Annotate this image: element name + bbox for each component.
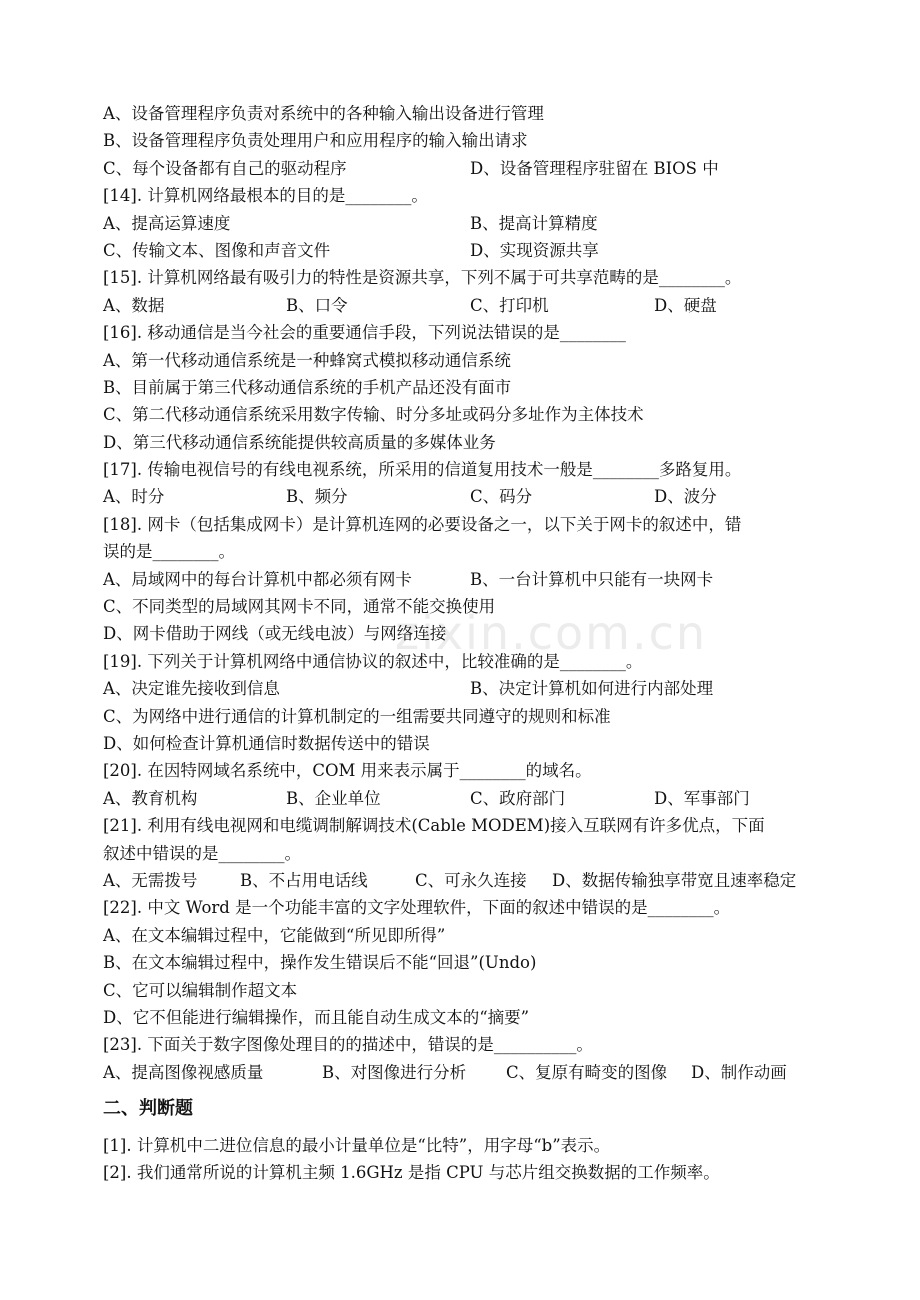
q14-option-b: B、提高计算精度 bbox=[470, 213, 598, 233]
q20-stem: [20]. 在因特网域名系统中，COM 用来表示属于________的域名。 bbox=[103, 761, 592, 781]
q17-option-a: A、时分 bbox=[103, 487, 165, 507]
exam-page bbox=[103, 100, 828, 1187]
q14-option-c: C、传输文本、图像和声音文件 bbox=[103, 240, 331, 260]
q23-option-a: A、提高图像视感质量 bbox=[103, 1062, 264, 1082]
q23-option-c: C、复原有畸变的图像 bbox=[506, 1062, 668, 1082]
q23-options bbox=[103, 1059, 828, 1086]
q14-stem: [14]. 计算机网络最根本的目的是________。 bbox=[103, 186, 428, 206]
q22-option-a: A、在文本编辑过程中，它能做到“所见即所得” bbox=[103, 925, 446, 945]
q18-option-a: A、局域网中的每台计算机中都必须有网卡 bbox=[103, 569, 412, 589]
q20-option-b: B、企业单位 bbox=[286, 788, 381, 808]
q18-option-b: B、一台计算机中只能有一块网卡 bbox=[470, 569, 714, 589]
q15-option-a: A、数据 bbox=[103, 295, 165, 315]
q14-options-ab bbox=[103, 210, 828, 237]
q21-stem-line2: 叙述中错误的是________。 bbox=[103, 843, 301, 863]
q23-option-b: B、对图像进行分析 bbox=[322, 1062, 467, 1082]
q17-option-c: C、码分 bbox=[470, 487, 533, 507]
q20-options bbox=[103, 785, 828, 812]
q19-option-b: B、决定计算机如何进行内部处理 bbox=[470, 679, 714, 699]
q21-options bbox=[103, 867, 828, 894]
q14-option-a: A、提高运算速度 bbox=[103, 213, 231, 233]
q13-option-c: C、每个设备都有自己的驱动程序 bbox=[103, 158, 347, 178]
q19-stem: [19]. 下列关于计算机网络中通信协议的叙述中，比较准确的是________。 bbox=[103, 651, 643, 671]
q17-option-b: B、频分 bbox=[286, 487, 348, 507]
q20-option-a: A、教育机构 bbox=[103, 788, 198, 808]
tf-question-2: [2]. 我们通常所说的计算机主频 1.6GHz 是指 CPU 与芯片组交换数据的工作频率。 bbox=[103, 1163, 720, 1183]
q21-option-b: B、不占用电话线 bbox=[240, 870, 368, 890]
section-title-true-false: 二、判断题 bbox=[103, 1098, 193, 1120]
q18-stem-line1: [18]. 网卡（包括集成网卡）是计算机连网的必要设备之一，以下关于网卡的叙述中，错 bbox=[103, 514, 742, 534]
q16-option-d: D、第三代移动通信系统能提供较高质量的多媒体业务 bbox=[103, 432, 496, 452]
q19-option-c: C、为网络中进行通信的计算机制定的一组需要共同遵守的规则和标准 bbox=[103, 706, 611, 726]
q13-options-cd bbox=[103, 155, 828, 182]
q13-option-a: A、设备管理程序负责对系统中的各种输入输出设备进行管理 bbox=[103, 104, 544, 123]
q23-option-d: D、制作动画 bbox=[691, 1062, 787, 1082]
q20-option-c: C、政府部门 bbox=[470, 788, 566, 808]
q22-option-d: D、它不但能进行编辑操作，而且能自动生成文本的“摘要” bbox=[103, 1007, 530, 1027]
q13-option-b: B、设备管理程序负责处理用户和应用程序的输入输出请求 bbox=[103, 131, 528, 151]
tf-question-1: [1]. 计算机中二进位信息的最小计量单位是“比特”，用字母“b”表示。 bbox=[103, 1136, 611, 1156]
watermark: zixin.com.cn bbox=[395, 606, 708, 660]
q21-stem-line1: [21]. 利用有线电视网和电缆调制解调技术(Cable MODEM)接入互联网有许多优点，下面 bbox=[103, 816, 765, 836]
q21-option-d: D、数据传输独享带宽且速率稳定 bbox=[552, 870, 797, 890]
q22-option-b: B、在文本编辑过程中，操作发生错误后不能“回退”(Undo) bbox=[103, 953, 537, 973]
q22-option-c: C、它可以编辑制作超文本 bbox=[103, 980, 298, 1000]
q17-options bbox=[103, 483, 828, 510]
q20-option-d: D、军事部门 bbox=[654, 788, 750, 808]
q18-option-d: D、网卡借助于网线（或无线电波）与网络连接 bbox=[103, 624, 447, 644]
q13-option-d: D、设备管理程序驻留在 BIOS 中 bbox=[470, 158, 719, 178]
q14-options-cd bbox=[103, 237, 828, 264]
q16-stem: [16]. 移动通信是当今社会的重要通信手段，下列说法错误的是________ bbox=[103, 323, 626, 343]
q16-option-a: A、第一代移动通信系统是一种蜂窝式模拟移动通信系统 bbox=[103, 350, 511, 370]
q15-stem: [15]. 计算机网络最有吸引力的特性是资源共享，下列不属于可共享范畴的是________。 bbox=[103, 268, 742, 288]
q18-option-c: C、不同类型的局域网其网卡不同，通常不能交换使用 bbox=[103, 597, 496, 617]
q15-option-d: D、硬盘 bbox=[654, 295, 717, 315]
q19-option-d: D、如何检查计算机通信时数据传送中的错误 bbox=[103, 733, 430, 753]
q14-option-d: D、实现资源共享 bbox=[470, 240, 599, 260]
q15-options bbox=[103, 292, 828, 319]
q15-option-b: B、口令 bbox=[286, 295, 348, 315]
q17-stem: [17]. 传输电视信号的有线电视系统，所采用的信道复用技术一般是________多路复用。 bbox=[103, 460, 742, 480]
q22-stem: [22]. 中文 Word 是一个功能丰富的文字处理软件，下面的叙述中错误的是________。 bbox=[103, 898, 731, 918]
q23-stem: [23]. 下面关于数字图像处理目的的描述中，错误的是__________。 bbox=[103, 1035, 593, 1055]
q15-option-c: C、打印机 bbox=[470, 295, 549, 315]
q17-option-d: D、波分 bbox=[654, 487, 717, 507]
q16-option-b: B、目前属于第三代移动通信系统的手机产品还没有面市 bbox=[103, 377, 512, 397]
q19-option-a: A、决定谁先接收到信息 bbox=[103, 679, 280, 699]
q21-option-a: A、无需拨号 bbox=[103, 870, 198, 890]
q16-option-c: C、第二代移动通信系统采用数字传输、时分多址或码分多址作为主体技术 bbox=[103, 405, 644, 425]
q18-stem-line2: 误的是________。 bbox=[103, 542, 235, 562]
q21-option-c: C、可永久连接 bbox=[415, 870, 527, 890]
q18-options-ab bbox=[103, 566, 828, 593]
q19-options-ab bbox=[103, 675, 828, 702]
